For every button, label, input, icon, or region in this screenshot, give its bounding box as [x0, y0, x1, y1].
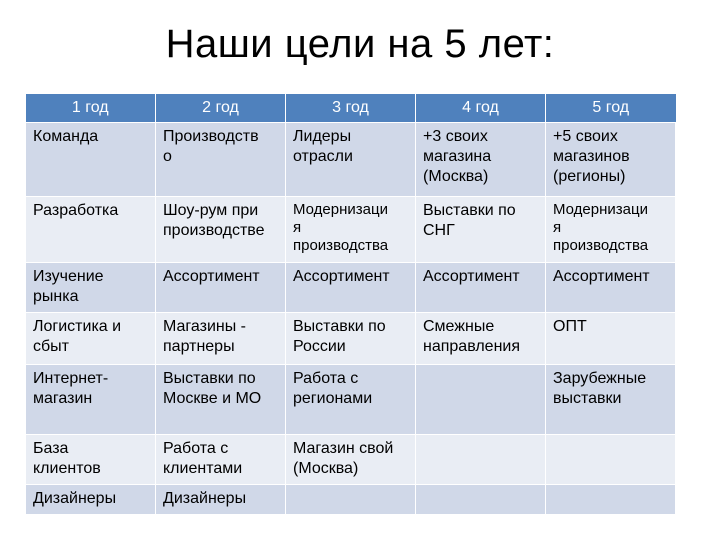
table-cell	[416, 435, 546, 485]
table-cell: Выставки по Москве и МО	[156, 365, 286, 435]
table-cell: Выставки по СНГ	[416, 197, 546, 263]
table-cell: Работа с регионами	[286, 365, 416, 435]
table-cell	[416, 365, 546, 435]
table-cell: Ассортимент	[286, 263, 416, 313]
table-cell: Ассортимент	[156, 263, 286, 313]
table-cell: Команда	[26, 123, 156, 197]
column-header-year-1: 1 год	[26, 94, 156, 123]
goals-table	[25, 94, 676, 515]
table-row	[26, 435, 676, 485]
table-cell: Интернет- магазин	[26, 365, 156, 435]
table-cell: Ассортимент	[546, 263, 676, 313]
table-cell: База клиентов	[26, 435, 156, 485]
table-cell: Модернизаци я производства	[286, 197, 416, 263]
column-header-year-2: 2 год	[156, 94, 286, 123]
table-cell: Магазины - партнеры	[156, 313, 286, 365]
table-row	[26, 485, 676, 515]
table-cell: Шоу-рум при производстве	[156, 197, 286, 263]
table-cell: +5 своих магазинов (регионы)	[546, 123, 676, 197]
table-cell: Выставки по России	[286, 313, 416, 365]
column-header-year-3: 3 год	[286, 94, 416, 123]
table-row	[26, 313, 676, 365]
table-cell	[286, 485, 416, 515]
table-cell: Модернизаци я производства	[546, 197, 676, 263]
table-row	[26, 197, 676, 263]
header-row	[26, 94, 676, 123]
table-cell: ОПТ	[546, 313, 676, 365]
table-cell: Дизайнеры	[156, 485, 286, 515]
table-row	[26, 123, 676, 197]
table-cell: Разработка	[26, 197, 156, 263]
column-header-year-5: 5 год	[546, 94, 676, 123]
table-cell: Дизайнеры	[26, 485, 156, 515]
table-row	[26, 365, 676, 435]
table-cell: Изучение рынка	[26, 263, 156, 313]
table-cell: Смежные направления	[416, 313, 546, 365]
column-header-year-4: 4 год	[416, 94, 546, 123]
slide-title: Наши цели на 5 лет:	[165, 22, 555, 66]
table-row	[26, 263, 676, 313]
table-cell: Магазин свой (Москва)	[286, 435, 416, 485]
table-cell	[546, 485, 676, 515]
table-cell: Производств о	[156, 123, 286, 197]
table-cell: Логистика и сбыт	[26, 313, 156, 365]
table-cell: Зарубежные выставки	[546, 365, 676, 435]
table-cell	[416, 485, 546, 515]
table-cell	[546, 435, 676, 485]
table-cell: +3 своих магазина (Москва)	[416, 123, 546, 197]
table-cell: Лидеры отрасли	[286, 123, 416, 197]
table-cell: Работа с клиентами	[156, 435, 286, 485]
table-cell: Ассортимент	[416, 263, 546, 313]
